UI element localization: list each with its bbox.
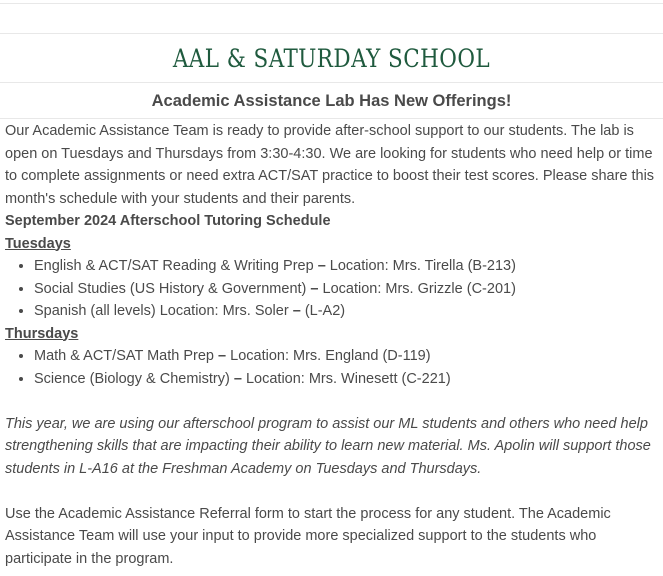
schedule-heading: September 2024 Afterschool Tutoring Schedule [5, 213, 331, 229]
logo: AAL & SATURDAY SCHOOL [172, 43, 491, 73]
spacer [5, 390, 660, 413]
subject: Science (Biology & Chemistry) [34, 370, 230, 387]
page-title: Academic Assistance Lab Has New Offerings! [151, 92, 512, 110]
page-header [0, 34, 663, 82]
subject: Social Studies (US History & Government) [34, 280, 307, 297]
separator: – [317, 258, 326, 274]
location: Location: Mrs. Grizzle (C-201) [322, 280, 516, 297]
day-heading-tuesdays: Tuesdays [5, 235, 71, 252]
divider [0, 118, 663, 119]
thursday-list [5, 345, 660, 390]
separator: – [233, 370, 242, 387]
location: (L-A2) [304, 303, 346, 319]
article-body [5, 120, 660, 570]
divider [0, 82, 663, 83]
ml-note-paragraph: This year, we are using our afterschool program to assist our ML students and others who need help strengthening skills that are impacting their ability to learn new material. Ms. Apolin will support those students in L-A16 at the Freshman Academy on Tuesdays and Thursdays. [5, 415, 651, 477]
location: Location: Mrs. England (D-119) [230, 348, 431, 364]
referral-paragraph: Use the Academic Assistance Referral form to start the process for any student. The Academic Assistance Team will use your input to provide more specialized support to the students who participate in the program. [5, 505, 611, 567]
day-heading-thursdays: Thursdays [5, 325, 79, 342]
intro-paragraph: Our Academic Assistance Team is ready to provide after-school support to our students. The lab is open on Tuesdays and Thursdays from 3:30-4:30. We are looking for students who need help or time to complete assignments or need extra ACT/SAT practice to boost their test scores. Please share this month's schedule with your students and their parents. [5, 123, 655, 207]
subject: Spanish (all levels) Location: Mrs. Soler [34, 303, 289, 319]
spacer [5, 480, 660, 503]
list-item [34, 368, 660, 391]
location: Location: Mrs. Winesett (C-221) [245, 370, 451, 387]
list-item [34, 345, 660, 368]
subject: English & ACT/SAT Reading & Writing Prep [34, 258, 314, 274]
list-item [34, 300, 660, 323]
separator: – [218, 348, 227, 364]
location: Location: Mrs. Tirella (B-213) [329, 258, 516, 274]
list-item [34, 255, 660, 278]
tuesday-list [5, 255, 660, 323]
subject: Math & ACT/SAT Math Prep [34, 348, 214, 364]
separator: – [292, 303, 301, 319]
separator: – [310, 280, 319, 297]
list-item [34, 278, 660, 301]
divider [0, 3, 663, 4]
